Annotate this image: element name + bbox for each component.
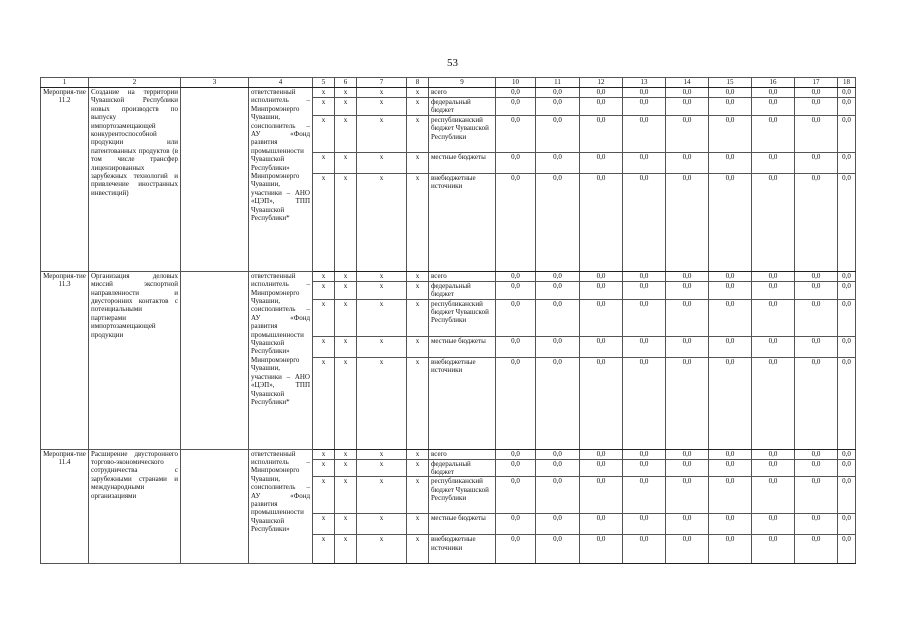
value-cell: 0,0: [709, 281, 752, 299]
funding-source-cell: федеральный бюджет: [429, 281, 496, 299]
value-cell: 0,0: [580, 115, 623, 152]
value-cell: 0,0: [536, 459, 580, 477]
value-cell: 0,0: [752, 477, 795, 514]
value-cell: 0,0: [709, 173, 752, 271]
value-cell: 0,0: [666, 459, 709, 477]
value-cell: 0,0: [838, 477, 856, 514]
mark-cell: x: [335, 88, 357, 98]
mark-cell: x: [335, 271, 357, 281]
mark-cell: x: [335, 336, 357, 357]
mark-cell: x: [313, 281, 335, 299]
value-cell: 0,0: [496, 535, 536, 564]
funding-source-cell: внебюджетные источники: [429, 535, 496, 564]
value-cell: 0,0: [666, 173, 709, 271]
budget-table: [40, 77, 856, 564]
value-cell: 0,0: [623, 449, 666, 459]
mark-cell: x: [335, 449, 357, 459]
value-cell: 0,0: [623, 152, 666, 173]
value-cell: 0,0: [795, 173, 838, 271]
mark-cell: x: [313, 357, 335, 449]
funding-source-cell: местные бюджеты: [429, 152, 496, 173]
value-cell: 0,0: [795, 514, 838, 535]
value-cell: 0,0: [752, 299, 795, 336]
value-cell: 0,0: [795, 459, 838, 477]
value-cell: 0,0: [795, 357, 838, 449]
event-id-cell: Мероприя-тие 11.4: [41, 449, 89, 564]
mark-cell: x: [357, 535, 407, 564]
value-cell: 0,0: [709, 299, 752, 336]
mark-cell: x: [357, 152, 407, 173]
mark-cell: x: [407, 299, 429, 336]
mark-cell: x: [313, 115, 335, 152]
mark-cell: x: [335, 477, 357, 514]
value-cell: 0,0: [536, 299, 580, 336]
value-cell: 0,0: [496, 281, 536, 299]
value-cell: 0,0: [536, 477, 580, 514]
mark-cell: x: [407, 98, 429, 116]
column-header: 16: [752, 78, 795, 88]
value-cell: 0,0: [752, 535, 795, 564]
value-cell: 0,0: [623, 88, 666, 98]
event-name-cell: Расширение двустороннего торгово-экономического сотрудничества с зарубежными странами и международными организациями: [89, 449, 181, 564]
mark-cell: x: [335, 357, 357, 449]
value-cell: 0,0: [623, 357, 666, 449]
value-cell: 0,0: [838, 336, 856, 357]
value-cell: 0,0: [709, 357, 752, 449]
value-cell: 0,0: [752, 115, 795, 152]
value-cell: 0,0: [536, 173, 580, 271]
mark-cell: x: [313, 152, 335, 173]
value-cell: 0,0: [709, 535, 752, 564]
value-cell: 0,0: [536, 98, 580, 116]
value-cell: 0,0: [666, 115, 709, 152]
value-cell: 0,0: [666, 88, 709, 98]
column-header: 14: [666, 78, 709, 88]
funding-source-cell: республиканский бюджет Чувашской Республики: [429, 299, 496, 336]
value-cell: 0,0: [580, 271, 623, 281]
value-cell: 0,0: [580, 449, 623, 459]
funding-source-cell: местные бюджеты: [429, 336, 496, 357]
value-cell: 0,0: [709, 271, 752, 281]
value-cell: 0,0: [666, 477, 709, 514]
column-header: 1: [41, 78, 89, 88]
value-cell: 0,0: [496, 357, 536, 449]
value-cell: 0,0: [795, 115, 838, 152]
mark-cell: x: [313, 535, 335, 564]
mark-cell: x: [313, 98, 335, 116]
value-cell: 0,0: [623, 299, 666, 336]
value-cell: 0,0: [496, 173, 536, 271]
mark-cell: x: [313, 336, 335, 357]
mark-cell: x: [407, 152, 429, 173]
column-header: 9: [429, 78, 496, 88]
stage-cell: [181, 88, 249, 272]
mark-cell: x: [313, 449, 335, 459]
mark-cell: x: [335, 299, 357, 336]
value-cell: 0,0: [752, 281, 795, 299]
mark-cell: x: [407, 459, 429, 477]
value-cell: 0,0: [496, 477, 536, 514]
value-cell: 0,0: [709, 336, 752, 357]
value-cell: 0,0: [838, 514, 856, 535]
value-cell: 0,0: [496, 299, 536, 336]
value-cell: 0,0: [623, 173, 666, 271]
funding-source-cell: всего: [429, 271, 496, 281]
value-cell: 0,0: [580, 336, 623, 357]
column-header: 13: [623, 78, 666, 88]
event-name-cell: Создание на территории Чувашской Республики новых производств по выпуску импортозамещающей конкурентоспособной продукции или патентованных продуктов (в том числе трансфер лицензированных зарубежных технологий и привлечение иностранных инвестиций): [89, 88, 181, 272]
value-cell: 0,0: [752, 336, 795, 357]
mark-cell: x: [407, 271, 429, 281]
value-cell: 0,0: [838, 357, 856, 449]
mark-cell: x: [313, 88, 335, 98]
value-cell: 0,0: [666, 98, 709, 116]
mark-cell: x: [357, 115, 407, 152]
column-header: 5: [313, 78, 335, 88]
header-row: [41, 78, 856, 88]
mark-cell: x: [407, 535, 429, 564]
value-cell: 0,0: [580, 173, 623, 271]
mark-cell: x: [335, 98, 357, 116]
event-id-cell: Мероприя-тие 11.3: [41, 271, 89, 449]
mark-cell: x: [407, 514, 429, 535]
mark-cell: x: [357, 281, 407, 299]
value-cell: 0,0: [666, 152, 709, 173]
funding-source-cell: республиканский бюджет Чувашской Республики: [429, 115, 496, 152]
value-cell: 0,0: [666, 336, 709, 357]
column-header: 12: [580, 78, 623, 88]
value-cell: 0,0: [496, 152, 536, 173]
mark-cell: x: [407, 115, 429, 152]
value-cell: 0,0: [623, 115, 666, 152]
value-cell: 0,0: [536, 115, 580, 152]
value-cell: 0,0: [709, 514, 752, 535]
value-cell: 0,0: [666, 271, 709, 281]
mark-cell: x: [313, 459, 335, 477]
value-cell: 0,0: [496, 514, 536, 535]
column-header: 7: [357, 78, 407, 88]
value-cell: 0,0: [838, 173, 856, 271]
value-cell: 0,0: [838, 88, 856, 98]
funding-source-cell: внебюджетные источники: [429, 173, 496, 271]
mark-cell: x: [335, 115, 357, 152]
funding-source-cell: республиканский бюджет Чувашской Республики: [429, 477, 496, 514]
mark-cell: x: [357, 477, 407, 514]
value-cell: 0,0: [623, 459, 666, 477]
value-cell: 0,0: [580, 152, 623, 173]
value-cell: 0,0: [580, 459, 623, 477]
funding-source-cell: местные бюджеты: [429, 514, 496, 535]
value-cell: 0,0: [536, 281, 580, 299]
mark-cell: x: [335, 173, 357, 271]
column-header: 4: [249, 78, 313, 88]
value-cell: 0,0: [536, 357, 580, 449]
funding-source-cell: внебюджетные источники: [429, 357, 496, 449]
stage-cell: [181, 271, 249, 449]
value-cell: 0,0: [838, 459, 856, 477]
value-cell: 0,0: [838, 535, 856, 564]
column-header: 6: [335, 78, 357, 88]
value-cell: 0,0: [838, 281, 856, 299]
value-cell: 0,0: [580, 281, 623, 299]
column-header: 8: [407, 78, 429, 88]
value-cell: 0,0: [838, 449, 856, 459]
value-cell: 0,0: [795, 535, 838, 564]
value-cell: 0,0: [666, 449, 709, 459]
mark-cell: x: [357, 459, 407, 477]
value-cell: 0,0: [666, 514, 709, 535]
value-cell: 0,0: [536, 271, 580, 281]
value-cell: 0,0: [536, 514, 580, 535]
page-number: 53: [447, 57, 458, 69]
value-cell: 0,0: [666, 299, 709, 336]
value-cell: 0,0: [666, 535, 709, 564]
mark-cell: x: [357, 173, 407, 271]
mark-cell: x: [407, 336, 429, 357]
value-cell: 0,0: [623, 271, 666, 281]
value-cell: 0,0: [666, 281, 709, 299]
value-cell: 0,0: [496, 449, 536, 459]
executor-cell: ответственный исполнитель – Минпромэнерго Чувашии, соисполнитель – АУ «Фонд развития промышленности Чувашской Республики» Минпромэнерго Чувашии, участники – АНО «ЦЭП», ТПП Чувашской Республики*: [249, 88, 313, 272]
value-cell: 0,0: [580, 98, 623, 116]
value-cell: 0,0: [709, 477, 752, 514]
value-cell: 0,0: [838, 115, 856, 152]
column-header: 17: [795, 78, 838, 88]
executor-cell: ответственный исполнитель – Минпромэнерго Чувашии, соисполнитель – АУ «Фонд развития промышленности Чувашской Республики»: [249, 449, 313, 564]
value-cell: 0,0: [838, 271, 856, 281]
value-cell: 0,0: [623, 535, 666, 564]
value-cell: 0,0: [752, 271, 795, 281]
value-cell: 0,0: [752, 449, 795, 459]
mark-cell: x: [357, 98, 407, 116]
value-cell: 0,0: [709, 88, 752, 98]
value-cell: 0,0: [838, 98, 856, 116]
mark-cell: x: [313, 299, 335, 336]
value-cell: 0,0: [709, 152, 752, 173]
value-cell: 0,0: [666, 357, 709, 449]
column-header: 2: [89, 78, 181, 88]
value-cell: 0,0: [580, 299, 623, 336]
value-cell: 0,0: [795, 281, 838, 299]
value-cell: 0,0: [623, 98, 666, 116]
value-cell: 0,0: [496, 115, 536, 152]
value-cell: 0,0: [838, 299, 856, 336]
mark-cell: x: [357, 514, 407, 535]
funding-source-cell: всего: [429, 88, 496, 98]
value-cell: 0,0: [580, 514, 623, 535]
stage-cell: [181, 449, 249, 564]
value-cell: 0,0: [536, 88, 580, 98]
mark-cell: x: [335, 152, 357, 173]
mark-cell: x: [407, 88, 429, 98]
mark-cell: x: [313, 271, 335, 281]
value-cell: 0,0: [580, 535, 623, 564]
mark-cell: x: [357, 357, 407, 449]
table-row: [41, 271, 856, 281]
event-name-cell: Организация деловых миссий экспортной направленности и двусторонних контактов с потенциальными партнерами импортозамещающей продукции: [89, 271, 181, 449]
mark-cell: x: [407, 477, 429, 514]
value-cell: 0,0: [536, 535, 580, 564]
mark-cell: x: [335, 535, 357, 564]
value-cell: 0,0: [580, 88, 623, 98]
value-cell: 0,0: [536, 336, 580, 357]
value-cell: 0,0: [795, 98, 838, 116]
value-cell: 0,0: [795, 271, 838, 281]
value-cell: 0,0: [623, 281, 666, 299]
value-cell: 0,0: [795, 299, 838, 336]
mark-cell: x: [335, 514, 357, 535]
funding-source-cell: федеральный бюджет: [429, 98, 496, 116]
mark-cell: x: [357, 271, 407, 281]
value-cell: 0,0: [496, 336, 536, 357]
mark-cell: x: [357, 88, 407, 98]
value-cell: 0,0: [496, 88, 536, 98]
value-cell: 0,0: [580, 357, 623, 449]
value-cell: 0,0: [795, 477, 838, 514]
value-cell: 0,0: [623, 477, 666, 514]
value-cell: 0,0: [623, 514, 666, 535]
mark-cell: x: [357, 336, 407, 357]
value-cell: 0,0: [580, 477, 623, 514]
value-cell: 0,0: [709, 459, 752, 477]
value-cell: 0,0: [709, 115, 752, 152]
mark-cell: x: [313, 173, 335, 271]
mark-cell: x: [407, 173, 429, 271]
value-cell: 0,0: [795, 449, 838, 459]
value-cell: 0,0: [709, 449, 752, 459]
value-cell: 0,0: [752, 173, 795, 271]
mark-cell: x: [313, 477, 335, 514]
column-header: 10: [496, 78, 536, 88]
value-cell: 0,0: [795, 152, 838, 173]
table-row: [41, 449, 856, 459]
column-header: 11: [536, 78, 580, 88]
mark-cell: x: [357, 299, 407, 336]
value-cell: 0,0: [752, 152, 795, 173]
event-id-cell: Мероприя-тие 11.2: [41, 88, 89, 272]
value-cell: 0,0: [709, 98, 752, 116]
value-cell: 0,0: [496, 98, 536, 116]
column-header: 18: [838, 78, 856, 88]
value-cell: 0,0: [752, 98, 795, 116]
funding-source-cell: всего: [429, 449, 496, 459]
value-cell: 0,0: [795, 336, 838, 357]
value-cell: 0,0: [536, 449, 580, 459]
value-cell: 0,0: [752, 88, 795, 98]
column-header: 3: [181, 78, 249, 88]
mark-cell: x: [407, 357, 429, 449]
value-cell: 0,0: [795, 88, 838, 98]
funding-source-cell: федеральный бюджет: [429, 459, 496, 477]
mark-cell: x: [407, 281, 429, 299]
value-cell: 0,0: [496, 459, 536, 477]
mark-cell: x: [313, 514, 335, 535]
column-header: 15: [709, 78, 752, 88]
value-cell: 0,0: [838, 152, 856, 173]
value-cell: 0,0: [536, 152, 580, 173]
value-cell: 0,0: [752, 514, 795, 535]
mark-cell: x: [335, 459, 357, 477]
mark-cell: x: [335, 281, 357, 299]
mark-cell: x: [357, 449, 407, 459]
value-cell: 0,0: [623, 336, 666, 357]
table-row: [41, 88, 856, 98]
value-cell: 0,0: [752, 459, 795, 477]
mark-cell: x: [407, 449, 429, 459]
value-cell: 0,0: [496, 271, 536, 281]
executor-cell: ответственный исполнитель – Минпромэнерго Чувашии, соисполнитель – АУ «Фонд развития промышленности Чувашской Республики» Минпромэнерго Чувашии, участники – АНО «ЦЭП», ТПП Чувашской Республики*: [249, 271, 313, 449]
value-cell: 0,0: [752, 357, 795, 449]
